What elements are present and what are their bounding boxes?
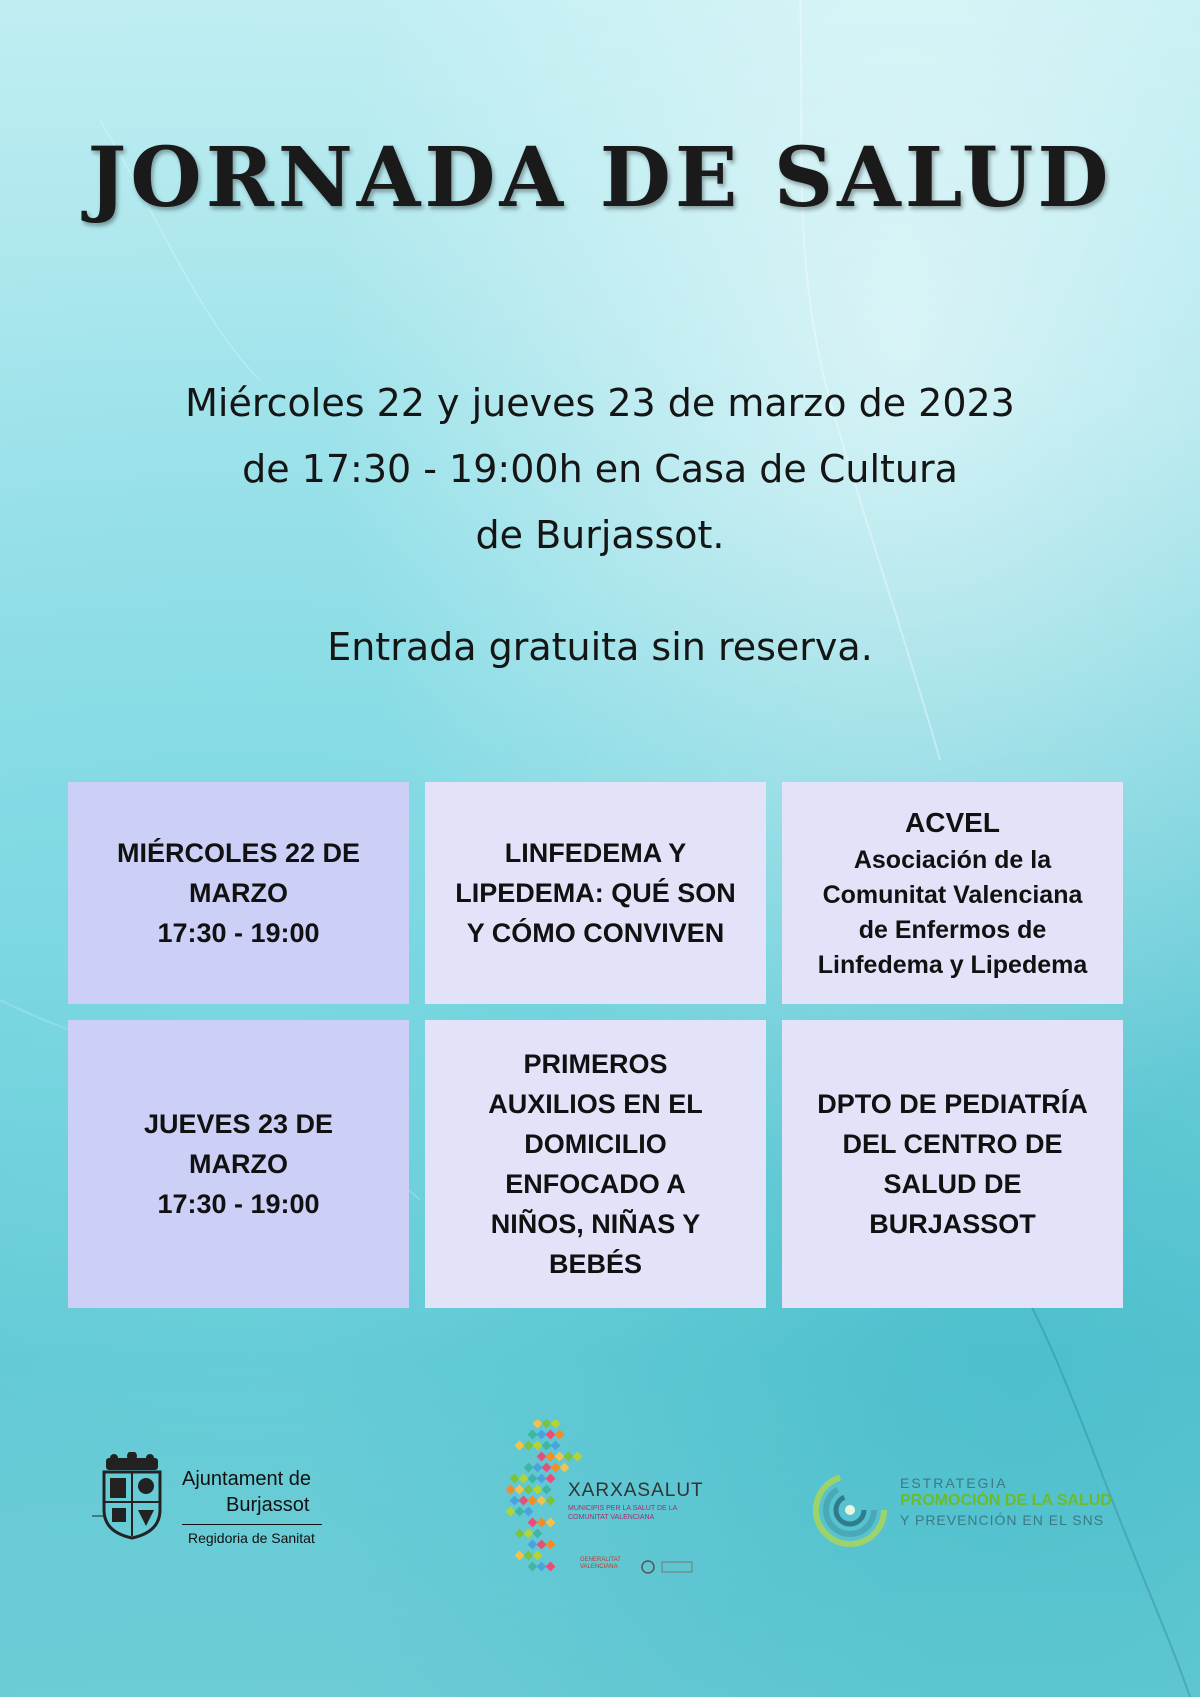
mosaic-tile xyxy=(542,1441,552,1451)
mosaic-tile xyxy=(546,1518,556,1528)
event-details xyxy=(0,370,1200,568)
mosaic-tile xyxy=(533,1441,543,1451)
ayuntamiento-name-line1: Ajuntament de xyxy=(182,1468,311,1490)
mosaic-tile xyxy=(560,1463,570,1473)
mosaic-tile xyxy=(537,1562,547,1572)
ayuntamiento-department: Regidoria de Sanitat xyxy=(188,1530,315,1546)
mosaic-tile xyxy=(537,1518,547,1528)
schedule-speaker-cell xyxy=(782,1020,1123,1308)
date-line: MIÉRCOLES 22 DE xyxy=(116,838,361,868)
speaker-detail: Asociación de la xyxy=(853,846,1052,874)
mosaic-tile xyxy=(524,1463,534,1473)
mosaic-tile xyxy=(506,1485,516,1495)
time-line: 17:30 - 19:00 xyxy=(157,918,320,948)
xarxasalut-title: XARXASALUT xyxy=(568,1480,704,1501)
topic-line: LIPEDEMA: QUÉ SON xyxy=(455,878,736,908)
mosaic-tile xyxy=(524,1529,534,1539)
mosaic-tile xyxy=(515,1551,525,1561)
mosaic-tile xyxy=(528,1496,538,1506)
speaker-detail: de Enfermos de xyxy=(858,916,1047,944)
mosaic-tile xyxy=(510,1474,520,1484)
topic-line: LINFEDEMA Y xyxy=(504,838,687,868)
schedule-table xyxy=(68,782,1123,1308)
mosaic-tile xyxy=(515,1507,525,1517)
mosaic-tile xyxy=(546,1430,556,1440)
mosaic-tile xyxy=(551,1441,561,1451)
date-line: MARZO xyxy=(189,1149,288,1179)
mosaic-tile xyxy=(533,1485,543,1495)
swirl-icon xyxy=(810,1470,890,1550)
entry-note: Entrada gratuita sin reserva. xyxy=(327,625,873,669)
estrategia-line1: ESTRATEGIA xyxy=(900,1475,1008,1491)
speaker-name: ACVEL xyxy=(905,807,1000,838)
date-line: JUEVES 23 DE xyxy=(143,1109,334,1139)
event-place: de Burjassot. xyxy=(475,513,725,557)
ayuntamiento-name-line2: Burjassot xyxy=(226,1494,310,1516)
topic-line: DOMICILIO xyxy=(524,1129,667,1159)
mosaic-tile xyxy=(555,1430,565,1440)
xarxasalut-subtitle: MUNICIPIS PER LA SALUT DE LA COMUNITAT VALENCIANA xyxy=(568,1505,677,1521)
speaker-line: SALUD DE xyxy=(883,1169,1022,1199)
date-line: MARZO xyxy=(189,878,288,908)
mosaic-tile xyxy=(524,1441,534,1451)
mosaic-tile xyxy=(528,1474,538,1484)
mosaic-tile xyxy=(528,1430,538,1440)
mosaic-tile xyxy=(546,1540,556,1550)
topic-line: NIÑOS, NIÑAS Y xyxy=(490,1209,701,1239)
emblem-icons xyxy=(638,1558,698,1576)
mosaic-tile xyxy=(546,1496,556,1506)
speaker-detail: Linfedema y Lipedema xyxy=(817,951,1088,979)
mosaic-tile xyxy=(551,1420,561,1428)
sponsor-logos xyxy=(0,1420,1200,1600)
event-dates: Miércoles 22 y jueves 23 de marzo de 2023 xyxy=(185,381,1015,425)
mosaic-tile xyxy=(515,1529,525,1539)
event-time-place: de 17:30 - 19:00h en Casa de Cultura xyxy=(242,447,958,491)
mosaic-tile xyxy=(546,1452,556,1462)
schedule-date-cell xyxy=(68,782,409,1004)
mosaic-tile xyxy=(506,1507,516,1517)
estrategia-logo xyxy=(810,1470,1140,1550)
schedule-date-cell xyxy=(68,1020,409,1308)
mosaic-tile xyxy=(533,1420,543,1428)
ayuntamiento-logo xyxy=(92,1460,332,1570)
mosaic-tile xyxy=(528,1562,538,1572)
mosaic-tile xyxy=(537,1496,547,1506)
mosaic-tile xyxy=(524,1551,534,1561)
mosaic-tile xyxy=(546,1474,556,1484)
schedule-topic-cell xyxy=(425,782,766,1004)
mosaic-tile xyxy=(542,1485,552,1495)
estrategia-line3: Y PREVENCIÓN EN EL SNS xyxy=(900,1512,1105,1528)
mosaic-tile xyxy=(510,1496,520,1506)
mosaic-tile xyxy=(555,1452,565,1462)
mosaic-tile xyxy=(515,1485,525,1495)
mosaic-tile xyxy=(537,1540,547,1550)
mosaic-tile xyxy=(537,1452,547,1462)
speaker-line: DEL CENTRO DE xyxy=(842,1129,1063,1159)
mosaic-tile xyxy=(573,1452,583,1462)
estrategia-line2: PROMOCIÓN DE LA SALUD xyxy=(900,1492,1112,1509)
speaker-detail: Comunitat Valenciana xyxy=(822,881,1083,909)
topic-line: Y CÓMO CONVIVEN xyxy=(466,918,725,948)
gva-label: GENERALITAT VALENCIANA xyxy=(580,1557,621,1570)
mosaic-tile xyxy=(524,1507,534,1517)
mosaic-tile xyxy=(542,1463,552,1473)
schedule-topic-cell xyxy=(425,1020,766,1308)
mosaic-tile xyxy=(515,1441,525,1451)
xarxasalut-logo xyxy=(498,1420,708,1600)
mosaic-tile xyxy=(537,1474,547,1484)
mosaic-tile xyxy=(533,1551,543,1561)
mosaic-tile xyxy=(546,1562,556,1572)
mosaic-tile xyxy=(528,1540,538,1550)
mosaic-tile xyxy=(564,1452,574,1462)
mosaic-tile xyxy=(542,1420,552,1428)
mosaic-tile xyxy=(537,1430,547,1440)
topic-line: ENFOCADO A xyxy=(505,1169,686,1199)
topic-line: AUXILIOS EN EL xyxy=(488,1089,703,1119)
page-title: JORNADA DE SALUD xyxy=(87,130,1113,226)
mosaic-tile xyxy=(519,1496,529,1506)
topic-line: BEBÉS xyxy=(548,1249,643,1279)
mosaic-tile xyxy=(551,1463,561,1473)
time-line: 17:30 - 19:00 xyxy=(157,1189,320,1219)
speaker-line: DPTO DE PEDIATRÍA xyxy=(817,1089,1088,1119)
mosaic-tile xyxy=(533,1463,543,1473)
coat-of-arms-icon xyxy=(92,1452,172,1542)
topic-line: PRIMEROS xyxy=(523,1049,668,1079)
mosaic-tile xyxy=(519,1474,529,1484)
mosaic-tile xyxy=(528,1518,538,1528)
speaker-line: BURJASSOT xyxy=(869,1209,1036,1239)
schedule-speaker-cell xyxy=(782,782,1123,1004)
mosaic-tile xyxy=(524,1485,534,1495)
divider xyxy=(182,1524,322,1525)
mosaic-tile xyxy=(533,1529,543,1539)
